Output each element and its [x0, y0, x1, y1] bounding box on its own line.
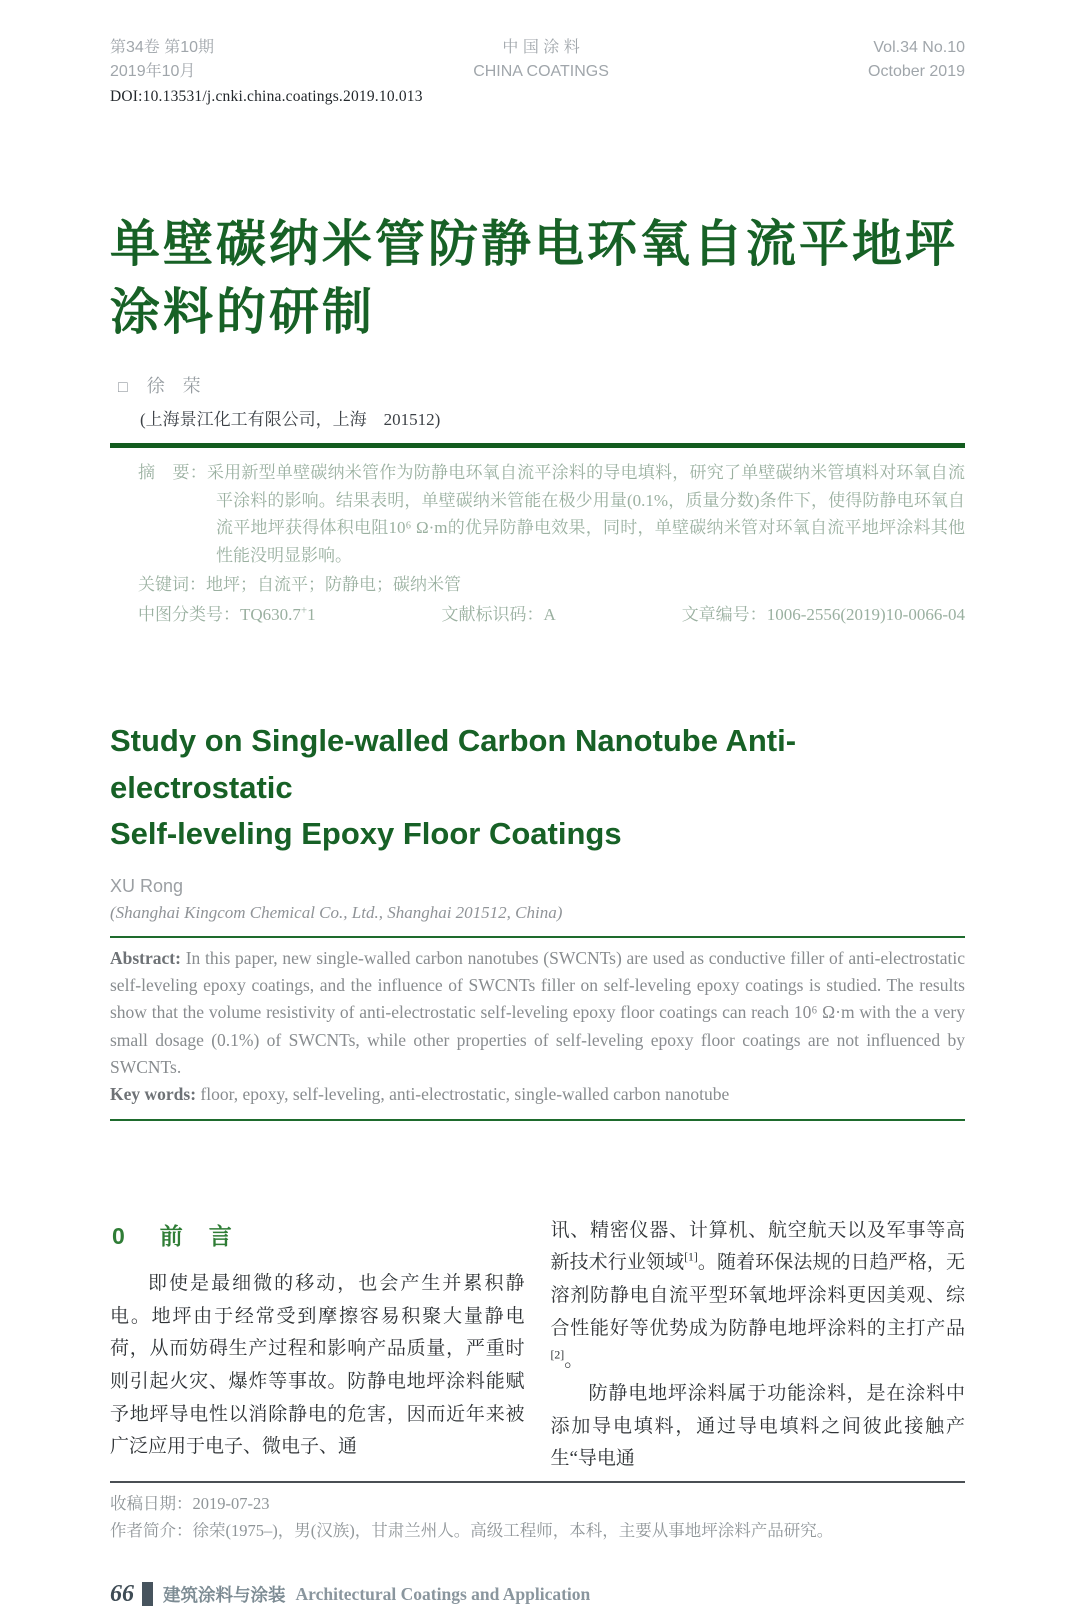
citation-ref-1: [1] — [684, 1250, 698, 1264]
keywords-zh-label: 关键词： — [138, 574, 206, 594]
keywords-en-label: Key words: — [110, 1084, 197, 1105]
author-bio — [110, 1517, 965, 1544]
body-column-left — [110, 1215, 525, 1476]
article-id-label: 文章编号： — [681, 604, 767, 624]
header-journal-name-zh: 中 国 涂 料 — [502, 39, 580, 56]
clc-code-sup: + — [300, 603, 308, 616]
body-column-right — [551, 1215, 966, 1476]
footer-bar-icon — [142, 1582, 153, 1606]
keywords-en-text: floor, epoxy, self-leveling, anti-electrostatic, single-walled carbon nanotube — [196, 1084, 730, 1105]
clc-code-tail: 1 — [307, 604, 316, 624]
section-heading-0 — [112, 1217, 525, 1257]
body-text: 。 — [564, 1350, 584, 1372]
header-right — [868, 36, 965, 84]
doi-line: DOI:10.13531/j.cnki.china.coatings.2019.10.013 — [110, 88, 423, 105]
header-left — [110, 36, 214, 84]
clc-label: 中图分类号： — [138, 604, 240, 624]
article-title-zh-line1: 单壁碳纳米管防静电环氧自流平地坪 — [110, 216, 958, 272]
author-name-en: XU Rong — [110, 875, 184, 896]
document-code-label: 文献标识码： — [441, 604, 544, 624]
abstract-zh-text: 采用新型单壁碳纳米管作为防静电环氧自流平涂料的导电填料，研究了单壁碳纳米管填料对环氧自流平涂料的影响。结果表明，单壁碳纳米管能在极少用量(0.1%，质量分数)条件下，使得防静电环氧自流平地坪获得体积电阻10⁶ Ω·m的优异防静电效果，同时，单壁碳纳米管对环氧自流平地坪涂料其他性能没明显影响。 — [206, 463, 965, 566]
footer-section-en: Architectural Coatings and Application — [295, 1583, 591, 1604]
header-volume-issue-zh: 第34卷 第10期 — [110, 39, 215, 56]
body-paragraph — [551, 1215, 966, 1378]
keywords-zh — [138, 571, 965, 599]
article-id — [682, 601, 965, 629]
abstract-zh — [138, 459, 965, 570]
affiliation-zh: (上海景江化工有限公司，上海 201512) — [140, 410, 441, 429]
received-date-label: 收稿日期： — [110, 1493, 193, 1513]
article-body — [110, 1215, 965, 1476]
header-date-zh: 2019年10月 — [110, 63, 196, 80]
divider-rule-thick — [110, 443, 965, 448]
footnotes — [110, 1490, 965, 1545]
header-volume-issue-en: Vol.34 No.10 — [873, 39, 965, 56]
header-date-en: October 2019 — [868, 63, 965, 80]
footnote-rule — [110, 1481, 965, 1483]
body-paragraph: 即使是最细微的移动，也会产生并累积静电。地坪由于经常受到摩擦容易积聚大量静电荷，从而妨碍生产过程和影响产品质量，严重时则引起火灾、爆炸等事故。防静电地坪涂料能赋予地坪导电性以消除静电的危害，因而近年来被广泛应用于电子、微电子、通 — [110, 1273, 525, 1458]
article-title-en — [110, 718, 965, 858]
body-paragraph: 防静电地坪涂料属于功能涂料，是在涂料中添加导电填料，通过导电填料之间彼此接触产生“导电通 — [550, 1382, 965, 1470]
header-center — [473, 36, 609, 84]
chinese-abstract-block — [110, 459, 965, 628]
keywords-zh-text: 地坪；自流平；防静电；碳纳米管 — [206, 574, 461, 594]
body-text: 。随着环保法规的日趋严格，无溶剂防静电自流平型环氧地坪涂料更因美观、综合性能好等优势成为防静电地坪涂料的主打产品 — [550, 1252, 965, 1339]
received-date — [110, 1490, 965, 1517]
author-row — [110, 372, 965, 398]
article-title-en-line2: Self-leveling Epoxy Floor Coatings — [110, 816, 622, 852]
page-number: 66 — [110, 1580, 134, 1607]
author-bio-label: 作者简介： — [110, 1521, 193, 1541]
divider-rule-thin — [110, 1119, 965, 1121]
classification-row — [138, 601, 965, 629]
abstract-en-label: Abstract: — [110, 947, 181, 968]
article-title-zh-line2: 涂料的研制 — [110, 284, 375, 340]
affiliation-en: (Shanghai Kingcom Chemical Co., Ltd., Shanghai 201512, China) — [110, 902, 563, 922]
keywords-en — [110, 1081, 965, 1108]
english-abstract-block — [110, 945, 965, 1109]
citation-ref-2: [2] — [550, 1348, 565, 1362]
footer-section-zh: 建筑涂料与涂装 — [163, 1584, 286, 1605]
author-bio-value: 徐荣(1975–)，男(汉族)，甘肃兰州人。高级工程师，本科，主要从事地坪涂料产品研究。 — [192, 1521, 834, 1541]
clc-code: TQ630.7 — [240, 604, 301, 624]
author-name-zh: 徐 荣 — [146, 376, 201, 396]
abstract-zh-label: 摘 要： — [138, 463, 207, 482]
abstract-en — [110, 945, 965, 1081]
body-text: 讯、精密仪器、计算机、航空航天以及军事等高新技术行业领域 — [550, 1219, 965, 1274]
article-id-value: 1006-2556(2019)10-0066-04 — [766, 604, 965, 624]
received-date-value: 2019-07-23 — [192, 1493, 270, 1513]
document-code — [442, 601, 556, 629]
abstract-en-text: In this paper, new single-walled carbon nanotubes (SWCNTs) are used as conductive filler of anti-electrostatic self-leveling epoxy coatings, and the influence of SWCNTs filler on self-leveling epoxy coatings is studied. The results show that the volume resistivity of anti-electrostatic self-leveling epoxy floor coatings can reach 10⁶ Ω·m with the a very small dosage (0.1%) of SWCNTs, while other properties of self-leveling epoxy floor coatings are not influenced by SWCNTs. — [110, 947, 965, 1077]
article-title-en-line1: Study on Single-walled Carbon Nanotube Anti-electrostatic — [110, 723, 797, 805]
header-journal-name-en: CHINA COATINGS — [473, 63, 609, 80]
clc-number — [138, 601, 316, 629]
page-footer — [110, 1581, 965, 1608]
document-code-value: A — [543, 604, 556, 624]
author-marker-square-icon: □ — [118, 379, 128, 396]
divider-rule-thin — [110, 936, 965, 938]
section-number: 0 — [112, 1222, 126, 1249]
article-title-zh — [110, 210, 965, 346]
section-title: 前言 — [159, 1222, 258, 1249]
page-header — [110, 36, 965, 84]
